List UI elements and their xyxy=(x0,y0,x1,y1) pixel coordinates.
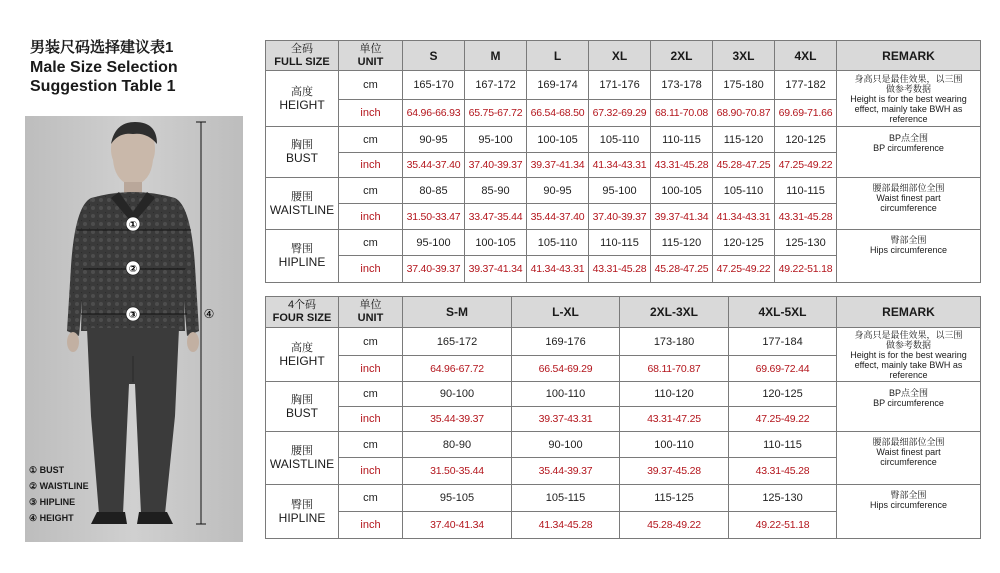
size-header: L xyxy=(527,41,589,71)
unit-inch: inch xyxy=(339,356,403,382)
table-cell: 43.31-45.28 xyxy=(651,153,713,178)
table-cell: 177-184 xyxy=(729,328,837,356)
table-cell: 41.34-43.31 xyxy=(589,153,651,178)
size-header: S-M xyxy=(403,297,512,328)
unit-inch: inch xyxy=(339,100,403,127)
table-cell: 105-115 xyxy=(512,485,620,512)
table-cell: 115-125 xyxy=(620,485,729,512)
table-cell: 37.40-39.37 xyxy=(403,256,465,283)
legend-bust: ① BUST xyxy=(29,465,65,475)
table-cell: 80-90 xyxy=(403,432,512,458)
legend-hipline: ③ HIPLINE xyxy=(29,497,76,507)
table-cell: 49.22-51.18 xyxy=(729,512,837,539)
table-cell: 120-125 xyxy=(775,127,837,153)
table-cell: 64.96-67.72 xyxy=(403,356,512,382)
unit-cm: cm xyxy=(339,382,403,407)
table-cell: 110-115 xyxy=(589,230,651,256)
marker-hipline: ③ xyxy=(128,310,138,321)
size-header: 2XL xyxy=(651,41,713,71)
size-header: 4XL xyxy=(775,41,837,71)
table-cell: 90-100 xyxy=(403,382,512,407)
table-cell: 45.28-49.22 xyxy=(620,512,729,539)
unit-inch: inch xyxy=(339,153,403,178)
table-cell: 35.44-37.40 xyxy=(403,153,465,178)
unit-header: 单位 UNIT xyxy=(339,297,403,328)
table-cell: 125-130 xyxy=(775,230,837,256)
title-chinese: 男装尺码选择建议表1 xyxy=(30,39,174,56)
unit-inch: inch xyxy=(339,512,403,539)
title-english-line2: Suggestion Table 1 xyxy=(30,78,176,95)
measurement-legend xyxy=(29,462,89,526)
size-header: M xyxy=(465,41,527,71)
table-row xyxy=(266,328,981,356)
table-cell: 39.37-41.34 xyxy=(651,204,713,230)
table-cell: 110-115 xyxy=(651,127,713,153)
table-cell: 100-110 xyxy=(620,432,729,458)
table-cell: 110-115 xyxy=(775,178,837,204)
table-cell: 39.37-43.31 xyxy=(512,407,620,432)
four-size-table xyxy=(265,296,981,539)
table-cell: 169-174 xyxy=(527,71,589,100)
table-cell: 37.40-39.37 xyxy=(589,204,651,230)
table-row xyxy=(266,127,981,153)
table-cell: 95-105 xyxy=(403,485,512,512)
table-cell: 35.44-39.37 xyxy=(512,458,620,485)
table-cell: 37.40-41.34 xyxy=(403,512,512,539)
table-cell: 105-110 xyxy=(527,230,589,256)
table-cell: 47.25-49.22 xyxy=(713,256,775,283)
table-cell: 67.32-69.29 xyxy=(589,100,651,127)
measure-bust: 胸围 BUST xyxy=(266,382,339,432)
table-row xyxy=(266,485,981,512)
measure-waistline: 腰围 WAISTLINE xyxy=(266,432,339,485)
table-cell: 95-100 xyxy=(403,230,465,256)
table-cell: 66.54-68.50 xyxy=(527,100,589,127)
table-cell: 100-105 xyxy=(651,178,713,204)
size-header: L-XL xyxy=(512,297,620,328)
table-cell: 169-176 xyxy=(512,328,620,356)
table-cell: 39.37-45.28 xyxy=(620,458,729,485)
unit-header: 单位 UNIT xyxy=(339,41,403,71)
unit-inch: inch xyxy=(339,458,403,485)
unit-inch: inch xyxy=(339,407,403,432)
unit-cm: cm xyxy=(339,127,403,153)
table-cell: 165-172 xyxy=(403,328,512,356)
table-row xyxy=(266,382,981,407)
unit-cm: cm xyxy=(339,230,403,256)
marker-height: ④ xyxy=(203,307,215,321)
full-size-table xyxy=(265,40,981,283)
table-cell: 90-95 xyxy=(403,127,465,153)
table-cell: 165-170 xyxy=(403,71,465,100)
remark-cell: 身高只是最佳效果，以三围 做参考数据 Height is for the best wearing effect, mainly take BWH as reference xyxy=(837,71,981,127)
size-header: XL xyxy=(589,41,651,71)
title-english-line1: Male Size Selection xyxy=(30,59,178,76)
remark-cell: 腰部最细部位全围 Waist finest part circumference xyxy=(837,178,981,230)
table-cell: 167-172 xyxy=(465,71,527,100)
table-cell: 64.96-66.93 xyxy=(403,100,465,127)
unit-cm: cm xyxy=(339,178,403,204)
remark-cell: 臀部全围 Hips circumference xyxy=(837,485,981,539)
table-cell: 33.47-35.44 xyxy=(465,204,527,230)
table-cell: 105-110 xyxy=(713,178,775,204)
table-cell: 120-125 xyxy=(729,382,837,407)
table-cell: 95-100 xyxy=(465,127,527,153)
table-cell: 31.50-35.44 xyxy=(403,458,512,485)
marker-waistline: ② xyxy=(128,264,138,275)
marker-bust: ① xyxy=(128,220,138,231)
measure-waistline: 腰围 WAISTLINE xyxy=(266,178,339,230)
table-cell: 171-176 xyxy=(589,71,651,100)
table-row xyxy=(266,432,981,458)
table-cell: 115-120 xyxy=(651,230,713,256)
table-cell: 100-110 xyxy=(512,382,620,407)
table-cell: 43.31-47.25 xyxy=(620,407,729,432)
table-row xyxy=(266,178,981,204)
table-cell: 100-105 xyxy=(527,127,589,153)
legend-waistline: ② WAISTLINE xyxy=(29,481,89,491)
unit-inch: inch xyxy=(339,204,403,230)
table-cell: 43.31-45.28 xyxy=(589,256,651,283)
corner-header: 4个码 FOUR SIZE xyxy=(266,297,339,328)
size-header: 3XL xyxy=(713,41,775,71)
remark-cell: BP点全围 BP circumference xyxy=(837,382,981,432)
table-cell: 80-85 xyxy=(403,178,465,204)
table-cell: 31.50-33.47 xyxy=(403,204,465,230)
table-cell: 47.25-49.22 xyxy=(775,153,837,178)
table-cell: 41.34-43.31 xyxy=(527,256,589,283)
measure-height: 高度 HEIGHT xyxy=(266,328,339,382)
table-cell: 115-120 xyxy=(713,127,775,153)
table-row xyxy=(266,71,981,100)
table-cell: 35.44-39.37 xyxy=(403,407,512,432)
page-title xyxy=(30,38,230,96)
table-cell: 47.25-49.22 xyxy=(729,407,837,432)
model-photo xyxy=(25,116,243,542)
table-cell: 105-110 xyxy=(589,127,651,153)
table-cell: 41.34-43.31 xyxy=(713,204,775,230)
table-cell: 41.34-45.28 xyxy=(512,512,620,539)
table-cell: 43.31-45.28 xyxy=(729,458,837,485)
remark-cell: 身高只是最佳效果，以三围 做参考数据 Height is for the best wearing effect, mainly take BWH as reference xyxy=(837,328,981,382)
table-cell: 177-182 xyxy=(775,71,837,100)
corner-header: 全码 FULL SIZE xyxy=(266,41,339,71)
table-cell: 65.75-67.72 xyxy=(465,100,527,127)
table-cell: 173-180 xyxy=(620,328,729,356)
table-cell: 110-120 xyxy=(620,382,729,407)
unit-cm: cm xyxy=(339,432,403,458)
remark-cell: 腰部最细部位全围 Waist finest part circumference xyxy=(837,432,981,485)
table-cell: 69.69-71.66 xyxy=(775,100,837,127)
table-cell: 45.28-47.25 xyxy=(713,153,775,178)
table-cell: 68.90-70.87 xyxy=(713,100,775,127)
unit-cm: cm xyxy=(339,485,403,512)
table-cell: 110-115 xyxy=(729,432,837,458)
table-cell: 39.37-41.34 xyxy=(527,153,589,178)
measure-hipline: 臀围 HIPLINE xyxy=(266,485,339,539)
table-cell: 173-178 xyxy=(651,71,713,100)
table-cell: 175-180 xyxy=(713,71,775,100)
unit-cm: cm xyxy=(339,71,403,100)
table-cell: 39.37-41.34 xyxy=(465,256,527,283)
measure-hipline: 臀围 HIPLINE xyxy=(266,230,339,283)
table-cell: 125-130 xyxy=(729,485,837,512)
table-cell: 35.44-37.40 xyxy=(527,204,589,230)
table-cell: 95-100 xyxy=(589,178,651,204)
table-cell: 120-125 xyxy=(713,230,775,256)
table-cell: 66.54-69.29 xyxy=(512,356,620,382)
table-cell: 85-90 xyxy=(465,178,527,204)
size-header: 4XL-5XL xyxy=(729,297,837,328)
remark-header: REMARK xyxy=(837,41,981,71)
table-cell: 49.22-51.18 xyxy=(775,256,837,283)
measure-height: 高度 HEIGHT xyxy=(266,71,339,127)
remark-cell: 臀部全围 Hips circumference xyxy=(837,230,981,283)
table-cell: 100-105 xyxy=(465,230,527,256)
remark-cell: BP点全围 BP circumference xyxy=(837,127,981,178)
size-header: S xyxy=(403,41,465,71)
table-cell: 45.28-47.25 xyxy=(651,256,713,283)
table-cell: 43.31-45.28 xyxy=(775,204,837,230)
table-cell: 68.11-70.08 xyxy=(651,100,713,127)
measure-bust: 胸围 BUST xyxy=(266,127,339,178)
legend-height: ④ HEIGHT xyxy=(29,513,74,523)
table-row xyxy=(266,230,981,256)
table-cell: 68.11-70.87 xyxy=(620,356,729,382)
table-cell: 90-100 xyxy=(512,432,620,458)
table-cell: 90-95 xyxy=(527,178,589,204)
table-cell: 37.40-39.37 xyxy=(465,153,527,178)
unit-cm: cm xyxy=(339,328,403,356)
size-header: 2XL-3XL xyxy=(620,297,729,328)
unit-inch: inch xyxy=(339,256,403,283)
remark-header: REMARK xyxy=(837,297,981,328)
table-cell: 69.69-72.44 xyxy=(729,356,837,382)
